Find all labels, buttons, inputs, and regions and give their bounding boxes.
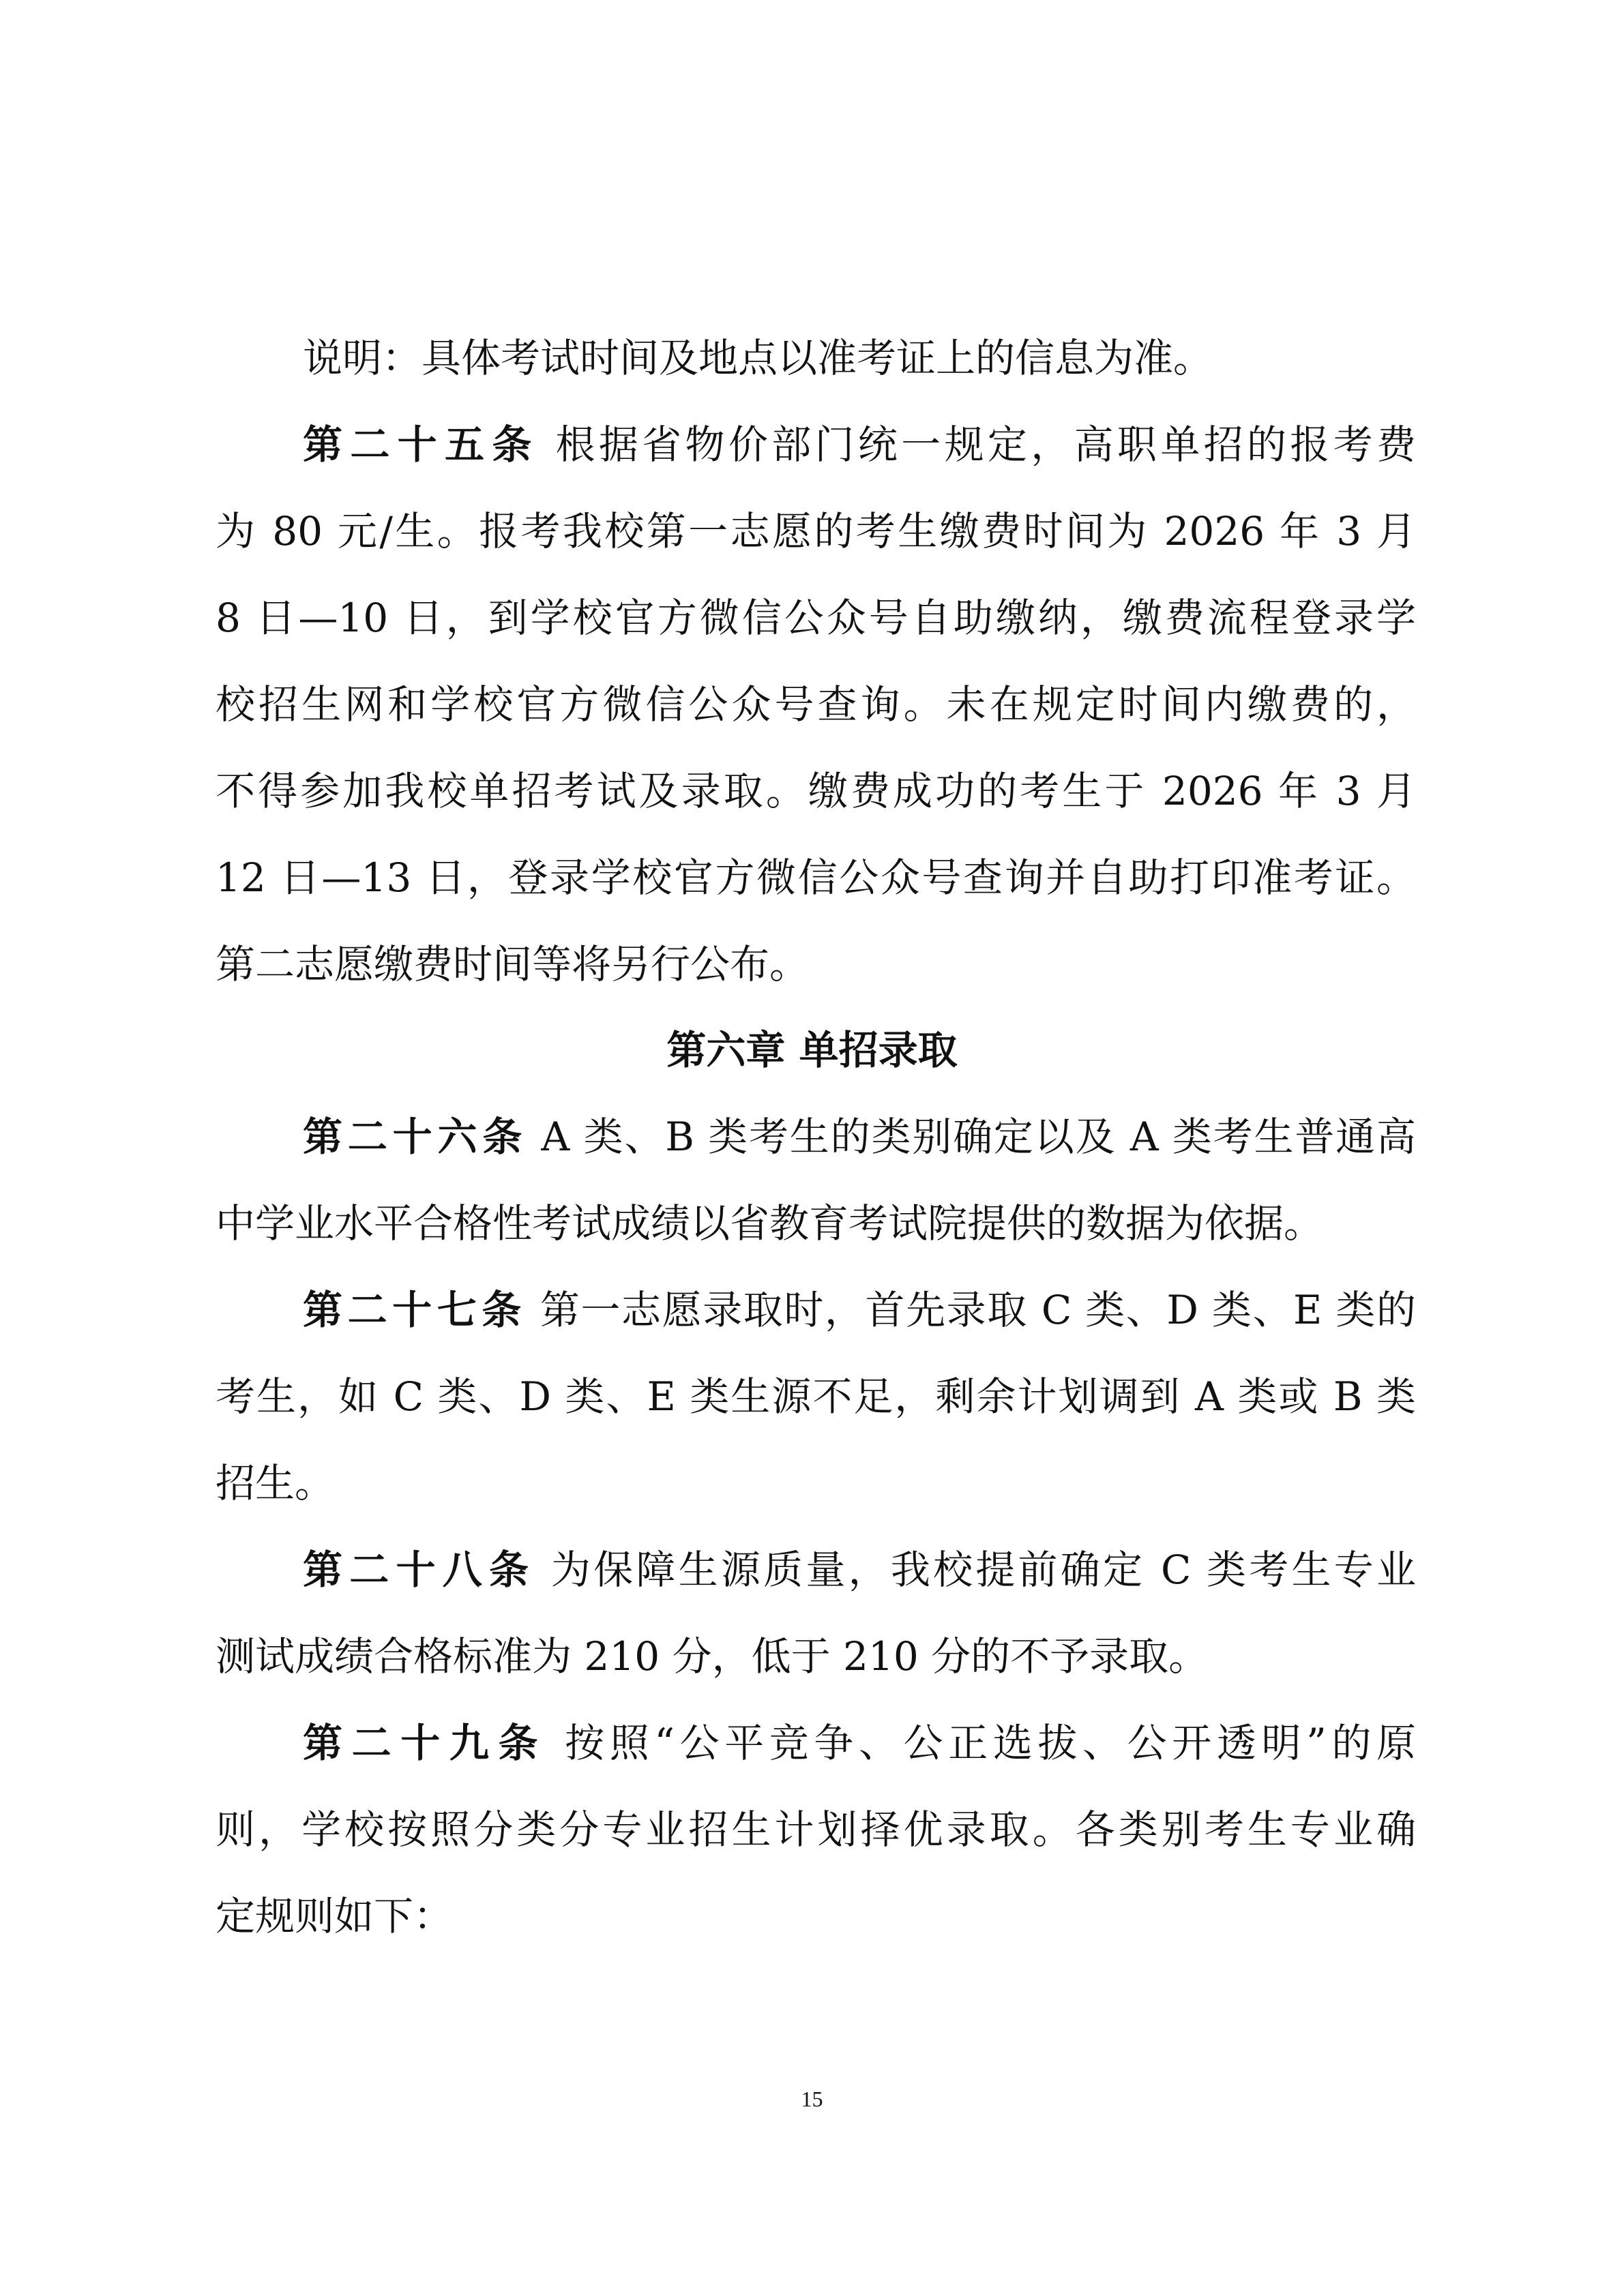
article-28-line-2: 测试成绩合格标准为 210 分，低于 210 分的不予录取。 xyxy=(216,1633,1209,1680)
article-25-number: 第二十五条 xyxy=(303,421,540,468)
article-25-line-6: 12 日—13 日，登录学校官方微信公众号查询并自助打印准考证。 xyxy=(216,854,1416,901)
article-26-line-2: 中学业水平合格性考试成绩以省教育考试院提供的数据为依据。 xyxy=(216,1200,1324,1247)
article-25-line-7: 第二志愿缴费时间等将另行公布。 xyxy=(216,941,810,987)
article-27-text-1: 第一志愿录取时，首先录取 C 类、D 类、E 类的 xyxy=(526,1287,1416,1333)
article-25-line-1 xyxy=(303,417,1416,472)
article-25-line-5: 不得参加我校单招考试及录取。缴费成功的考生于 2026 年 3 月 xyxy=(216,768,1416,814)
article-25-line-4: 校招生网和学校官方微信公众号查询。未在规定时间内缴费的， xyxy=(216,681,1416,728)
article-28-number: 第二十八条 xyxy=(303,1547,536,1593)
page-number: 15 xyxy=(801,2087,823,2111)
article-29-line-1 xyxy=(303,1716,1416,1770)
article-29-number: 第二十九条 xyxy=(303,1720,548,1766)
article-27-line-3: 招生。 xyxy=(216,1460,335,1506)
article-29-line-2: 则，学校按照分类分专业招生计划择优录取。各类别考生专业确 xyxy=(216,1806,1416,1853)
article-25-line-3: 8 日—10 日，到学校官方微信公众号自助缴纳，缴费流程登录学 xyxy=(216,595,1416,641)
article-28-line-1 xyxy=(303,1542,1416,1597)
article-26-number: 第二十六条 xyxy=(303,1114,528,1160)
article-25-line-2: 为 80 元/生。报考我校第一志愿的考生缴费时间为 2026 年 3 月 xyxy=(216,508,1416,554)
note-line-1: 说明：具体考试时间及地点以准考证上的信息为准。 xyxy=(303,335,1213,381)
chapter-title: 第六章 单招录取 xyxy=(666,1027,958,1073)
article-27-line-2: 考生，如 C 类、D 类、E 类生源不足，剩余计划调到 A 类或 B 类 xyxy=(216,1373,1416,1420)
article-27-line-1 xyxy=(303,1283,1416,1337)
article-27-number: 第二十七条 xyxy=(303,1287,527,1333)
article-25-text-1: 根据省物价部门统一规定，高职单招的报考费 xyxy=(539,421,1416,468)
article-26-line-1 xyxy=(303,1109,1416,1164)
article-29-text-1: 按照“公平竞争、公正选拔、公开透明”的原 xyxy=(547,1720,1416,1766)
article-28-text-1: 为保障生源质量，我校提前确定 C 类考生专业 xyxy=(535,1547,1416,1593)
article-26-text-1: A 类、B 类考生的类别确定以及 A 类考生普通高 xyxy=(527,1114,1416,1160)
article-29-line-3: 定规则如下： xyxy=(216,1893,454,1939)
